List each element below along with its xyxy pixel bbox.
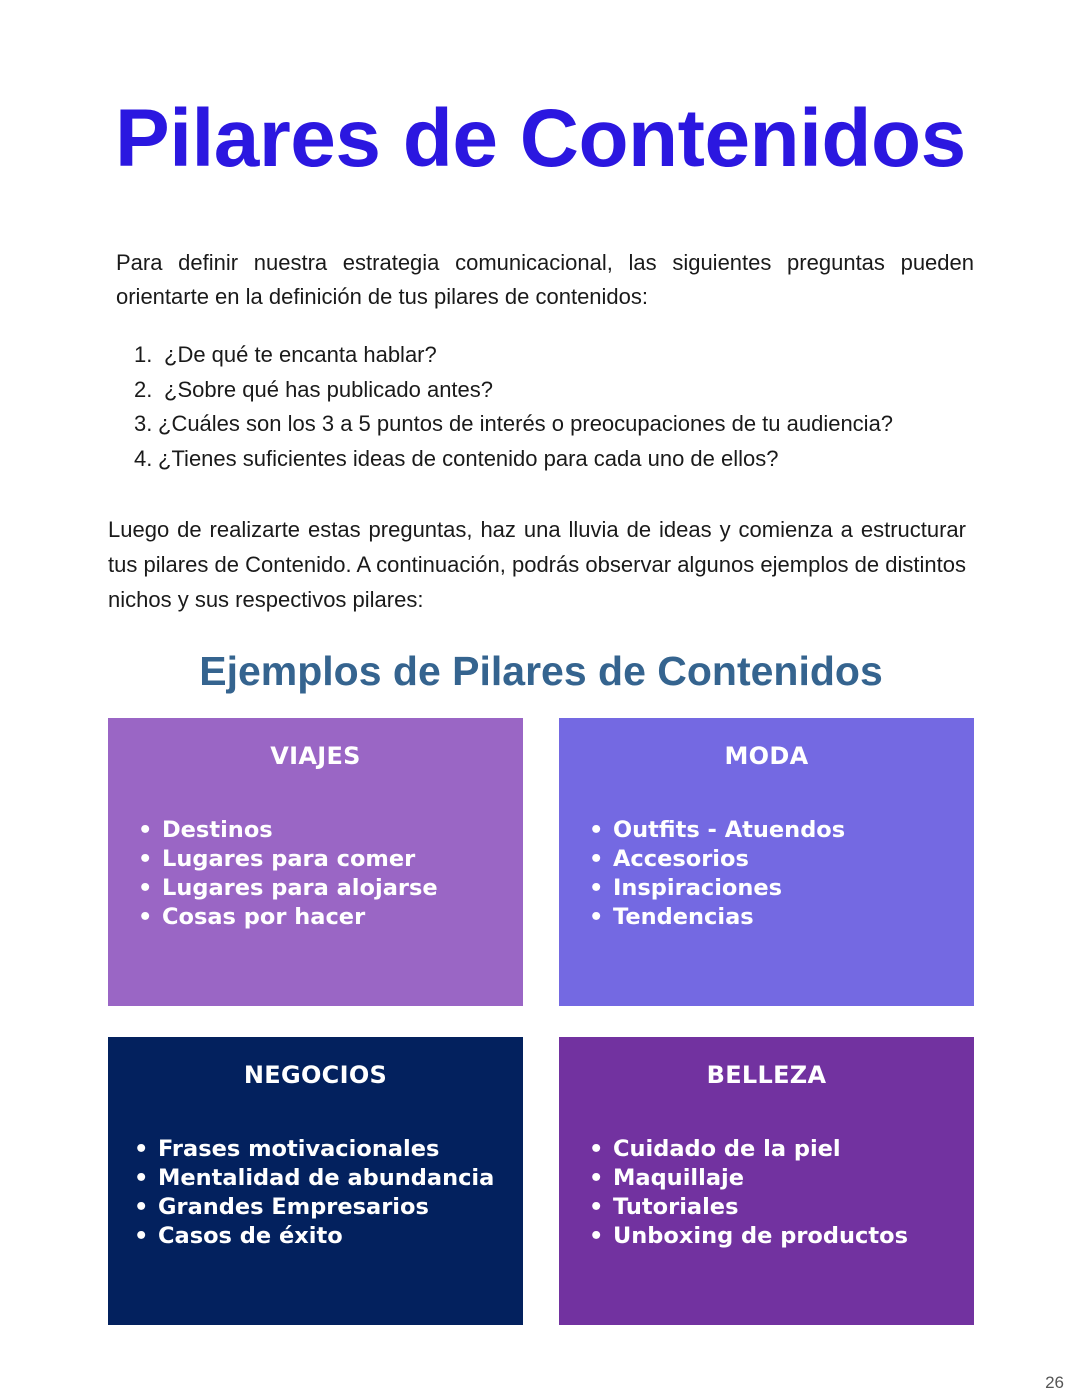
followup-paragraph: Luego de realizarte estas preguntas, haz una lluvia de ideas y comienza a estructurar tus pilares de Contenido. A continuación, podrás observar algunos ejemplos de distintos nichos y sus respectivos pilares: <box>108 517 966 612</box>
list-item <box>138 874 438 903</box>
page-title: Pilares de Contenidos <box>115 93 966 184</box>
list-text: ¿Cuáles son los 3 a 5 puntos de interés o preocupaciones de tu audiencia? <box>158 411 894 436</box>
list-text: Destinos <box>162 817 273 843</box>
bullet-icon: • <box>589 1194 604 1220</box>
list-item <box>589 1135 908 1164</box>
bullet-icon: • <box>134 1136 149 1162</box>
list-item <box>134 1193 494 1222</box>
list-item <box>138 845 438 874</box>
list-item <box>138 903 438 932</box>
bullet-icon: • <box>589 1165 604 1191</box>
card-list <box>138 816 438 932</box>
pillar-card-viajes <box>108 718 523 1006</box>
list-number: 3. <box>134 411 153 436</box>
questions-list <box>134 338 893 476</box>
list-item <box>589 845 845 874</box>
list-text: ¿De qué te encanta hablar? <box>164 342 437 367</box>
bullet-icon: • <box>589 846 604 872</box>
list-item <box>589 1164 908 1193</box>
card-title: MODA <box>724 742 809 770</box>
list-item <box>134 373 893 408</box>
card-list <box>589 816 845 932</box>
list-number: 4. <box>134 445 153 471</box>
list-item <box>589 1193 908 1222</box>
bullet-icon: • <box>138 846 153 872</box>
bullet-icon: • <box>589 1223 604 1249</box>
bullet-icon: • <box>134 1165 149 1191</box>
section-subtitle: Ejemplos de Pilares de Contenidos <box>199 648 883 694</box>
intro-paragraph: Para definir nuestra estrategia comunicacional, las siguientes preguntas pueden orientarte en la definición de tus pilares de contenidos: <box>116 250 974 309</box>
bullet-icon: • <box>589 875 604 901</box>
bullet-icon: • <box>134 1223 149 1249</box>
list-text: Grandes Empresarios <box>158 1194 429 1220</box>
list-item <box>134 1222 494 1251</box>
list-text: Tendencias <box>613 904 754 930</box>
pillar-card-negocios <box>108 1037 523 1325</box>
list-item <box>589 1222 908 1251</box>
list-text: Lugares para comer <box>162 846 416 872</box>
card-list <box>134 1135 494 1251</box>
card-list <box>589 1135 908 1251</box>
list-text: Inspiraciones <box>613 875 783 901</box>
bullet-icon: • <box>138 904 153 930</box>
page-number: 26 <box>1045 1373 1064 1392</box>
list-text: Accesorios <box>613 846 749 872</box>
list-text: ¿Tienes suficientes ideas de contenido para cada uno de ellos? <box>158 445 779 471</box>
list-text: Maquillaje <box>613 1165 744 1191</box>
list-item <box>134 407 893 442</box>
list-text: Mentalidad de abundancia <box>158 1165 495 1191</box>
list-text: Unboxing de productos <box>613 1223 908 1249</box>
list-number: 1. <box>134 342 153 367</box>
card-title: BELLEZA <box>706 1061 827 1089</box>
bullet-icon: • <box>138 817 153 843</box>
list-item <box>134 1135 494 1164</box>
list-item <box>134 338 893 373</box>
pillar-card-moda <box>559 718 974 1006</box>
card-title: VIAJES <box>270 742 361 770</box>
bullet-icon: • <box>138 875 153 901</box>
card-title: NEGOCIOS <box>243 1061 388 1089</box>
list-text: Cosas por hacer <box>162 904 366 930</box>
pillar-card-belleza <box>559 1037 974 1325</box>
list-item <box>134 1164 494 1193</box>
bullet-icon: • <box>589 1136 604 1162</box>
list-number: 2. <box>134 376 153 402</box>
list-text: Lugares para alojarse <box>162 875 438 901</box>
bullet-icon: • <box>589 904 604 930</box>
list-text: Casos de éxito <box>158 1223 343 1249</box>
list-item <box>138 816 438 845</box>
list-item <box>589 816 845 845</box>
bullet-icon: • <box>134 1194 149 1220</box>
list-text: Frases motivacionales <box>158 1136 440 1162</box>
bullet-icon: • <box>589 817 604 843</box>
list-item <box>589 903 845 932</box>
list-text: ¿Sobre qué has publicado antes? <box>164 376 494 402</box>
list-item <box>134 442 893 477</box>
list-text: Tutoriales <box>613 1194 739 1220</box>
list-text: Cuidado de la piel <box>613 1136 841 1162</box>
list-text: Outfits - Atuendos <box>613 817 846 843</box>
list-item <box>589 874 845 903</box>
